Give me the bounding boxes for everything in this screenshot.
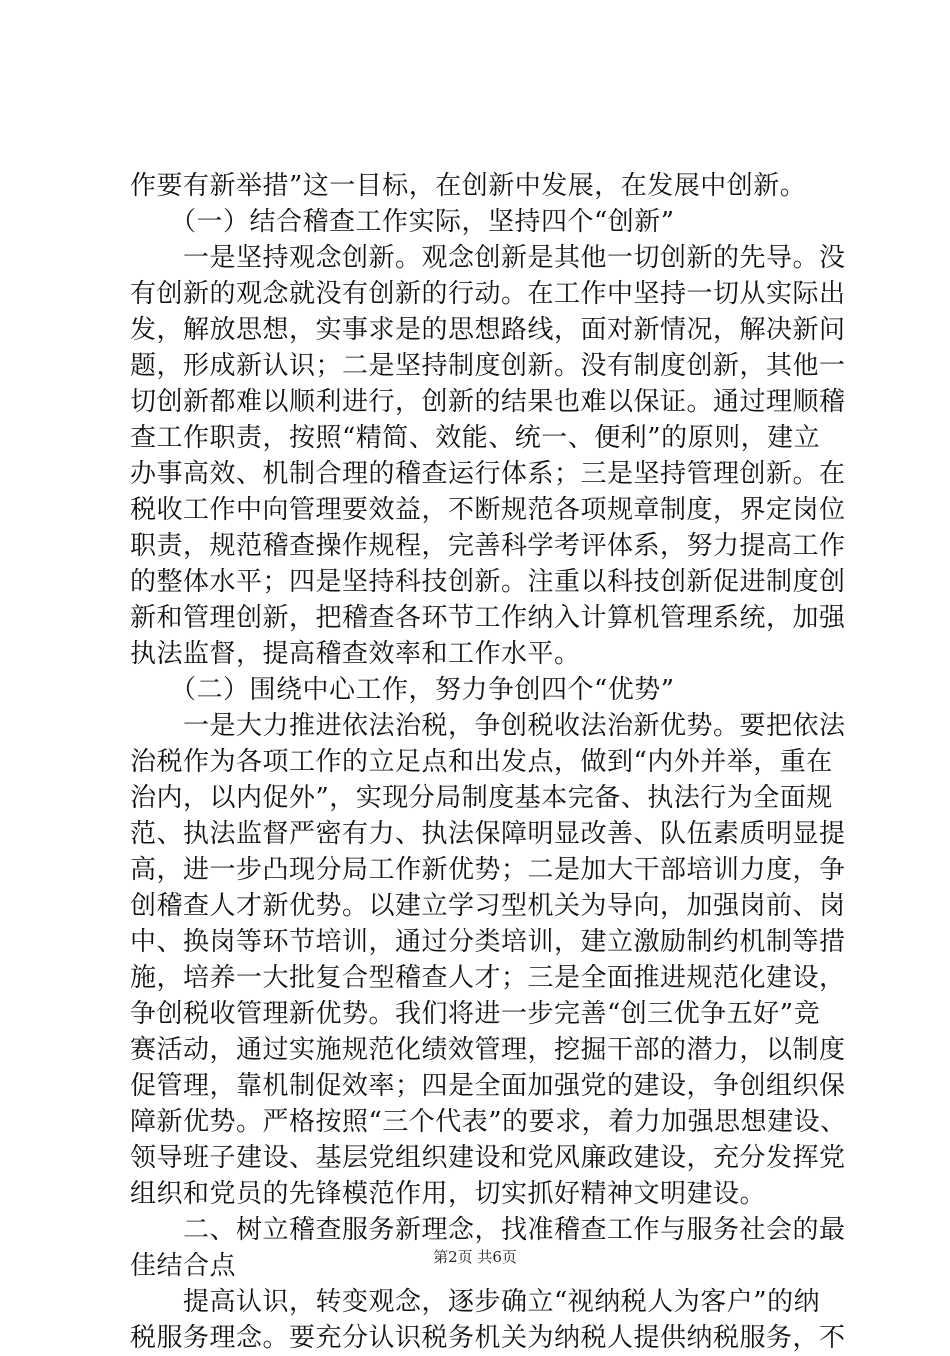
text-line: 查工作职责，按照“精简、效能、统一、便利”的原则，建立 <box>130 423 821 453</box>
section-heading: （二）围绕中心工作，努力争创四个“优势” <box>130 675 675 705</box>
text-line: 组织和党员的先锋模范作用，切实抓好精神文明建设。 <box>130 1179 767 1209</box>
text-line: 中、换岗等环节培训，通过分类培训，建立激励制约机制等措 <box>130 927 846 957</box>
text-line: 新和管理创新，把稽查各环节工作纳入计算机管理系统，加强 <box>130 603 846 633</box>
text-line: 领导班子建设、基层党组织建设和党风廉政建设，充分发挥党 <box>130 1143 846 1173</box>
text-line: 提高认识，转变观念，逐步确立“视纳税人为客户”的纳 <box>130 1287 821 1317</box>
text-line: 办事高效、机制合理的稽查运行体系；三是坚持管理创新。在 <box>130 459 846 489</box>
text-line: 有创新的观念就没有创新的行动。在工作中坚持一切从实际出 <box>130 279 846 309</box>
text-line: 执法监督，提高稽查效率和工作水平。 <box>130 639 581 669</box>
body-text <box>130 168 847 1356</box>
text-line: 治税作为各项工作的立足点和出发点，做到“内外并举，重在 <box>130 747 833 777</box>
text-line: 作要有新举措”这一目标，在创新中发展，在发展中创新。 <box>130 171 807 201</box>
text-line: 税收工作中向管理要效益，不断规范各项规章制度，界定岗位 <box>130 495 846 525</box>
text-line: 争创税收管理新优势。我们将进一步完善“创三优争五好”竞 <box>130 999 821 1029</box>
section-heading: 二、树立稽查服务新理念，找准稽查工作与服务社会的最 <box>130 1215 846 1245</box>
text-line: 发，解放思想，实事求是的思想路线，面对新情况，解决新问 <box>130 315 846 345</box>
text-line: 赛活动，通过实施规范化绩效管理，挖掘干部的潜力，以制度 <box>130 1035 846 1065</box>
text-line: 促管理，靠机制促效率；四是全面加强党的建设，争创组织保 <box>130 1071 846 1101</box>
section-heading: （一）结合稽查工作实际，坚持四个“创新” <box>130 207 675 237</box>
text-line: 题，形成新认识；二是坚持制度创新。没有制度创新，其他一 <box>130 351 846 381</box>
text-line: 的整体水平；四是坚持科技创新。注重以科技创新促进制度创 <box>130 567 846 597</box>
text-line: 施，培养一大批复合型稽查人才；三是全面推进规范化建设， <box>130 963 846 993</box>
text-line: 税服务理念。要充分认识税务机关为纳税人提供纳税服务，不 <box>130 1323 846 1353</box>
text-line: 一是大力推进依法治税，争创税收法治新优势。要把依法 <box>130 711 846 741</box>
text-line: 障新优势。严格按照“三个代表”的要求，着力加强思想建设、 <box>130 1107 847 1137</box>
text-line: 职责，规范稽查操作规程，完善科学考评体系，努力提高工作 <box>130 531 846 561</box>
text-line: 一是坚持观念创新。观念创新是其他一切创新的先导。没 <box>130 243 846 273</box>
text-line: 范、执法监督严密有力、执法保障明显改善、队伍素质明显提 <box>130 819 846 849</box>
text-line: 创稽查人才新优势。以建立学习型机关为导向，加强岗前、岗 <box>130 891 846 921</box>
text-line: 切创新都难以顺利进行，创新的结果也难以保证。通过理顺稽 <box>130 387 846 417</box>
text-line: 治内，以内促外”，实现分局制度基本完备、执法行为全面规 <box>130 783 833 813</box>
page-number-footer: 第2页 共6页 <box>433 1248 517 1266</box>
section-heading: 佳结合点 <box>130 1251 237 1281</box>
text-line: 高，进一步凸现分局工作新优势；二是加大干部培训力度，争 <box>130 855 846 885</box>
